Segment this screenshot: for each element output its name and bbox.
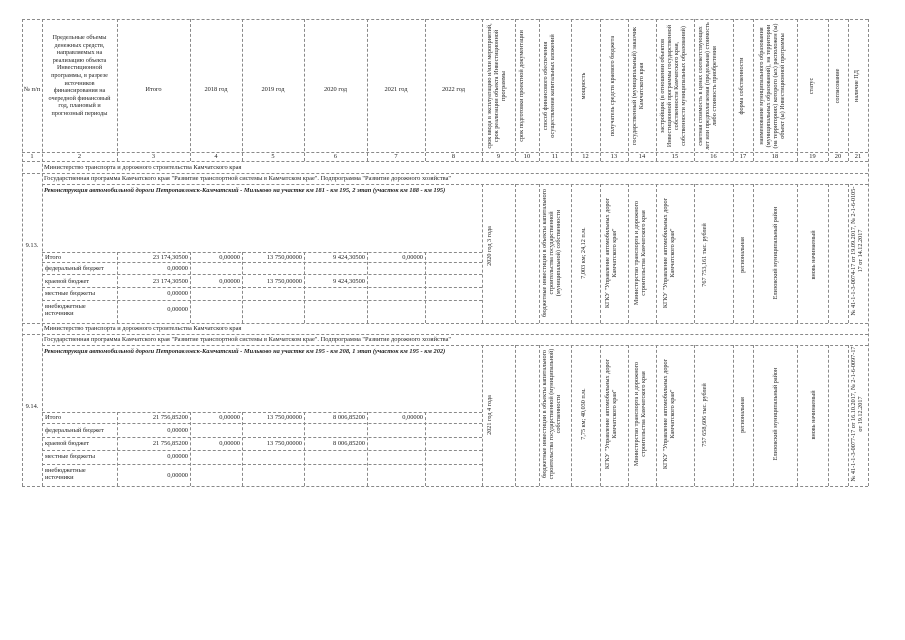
row-label: краевой бюджет — [45, 440, 90, 447]
row-2021: 0,00000 — [402, 414, 423, 421]
col-number: 2 — [77, 153, 82, 160]
col-number: 3 — [151, 153, 156, 160]
col-number: 10 — [523, 153, 531, 160]
status-cell: вновь начинаемый — [810, 390, 817, 440]
col-number: 17 — [739, 153, 747, 160]
header-col11: способ финансового обеспечения осуществления капитальных вложений — [542, 34, 556, 138]
row-2019: 13 750,00000 — [266, 254, 302, 261]
row-label: федеральный бюджет — [45, 265, 104, 272]
financing-cell: бюджетные инвестиции в объекты капитального строительства государственной (муниципальной) собственности — [541, 188, 562, 318]
col-number: 6 — [333, 153, 338, 160]
row-total: 0,00000 — [167, 453, 188, 460]
row-label: внебюджетные источники — [45, 467, 86, 482]
header-col18: наименование муниципального образования (муниципальных образований), на территории (на территориях) которого (ых) расположен (ы) объект (ы) Инвестиционной программы — [758, 23, 786, 149]
header-col8: 2022 год — [441, 86, 466, 93]
row-total: 0,00000 — [167, 290, 188, 297]
row-total: 0,00000 — [167, 306, 188, 313]
col-number: 8 — [451, 153, 456, 160]
header-col4: 2018 год — [204, 86, 228, 93]
col-number: 16 — [710, 153, 717, 160]
cost-cell: 757 658,606 тыс. рублей — [701, 383, 708, 447]
program-row: Государственная программа Камчатского края "Развитие транспортной системы в Камчатском крае". Подпрограмма "Развитие дорожного хозяйства" — [44, 336, 452, 343]
row-label: местные бюджеты — [45, 453, 96, 460]
col-number: 18 — [771, 153, 779, 160]
row-2019: 13 750,00000 — [266, 278, 302, 285]
header-col1: № п/п — [23, 86, 41, 93]
row-total: 0,00000 — [167, 427, 188, 434]
header-col12: мощность — [580, 72, 587, 100]
row-2018: 0,00000 — [219, 440, 240, 447]
col-number: 1 — [30, 153, 34, 160]
customer-cell: Министерство транспорта и дорожного строительства Камчатского края — [633, 361, 647, 467]
header-col19: статус — [808, 77, 815, 95]
row-label: федеральный бюджет — [45, 427, 104, 434]
row-2019: 13 750,00000 — [266, 440, 302, 447]
row-label: Итого — [45, 414, 62, 421]
ministry-row: Министерство транспорта и дорожного строительства Камчатского края — [44, 164, 242, 171]
row-2019: 13 750,00000 — [266, 414, 302, 421]
customer-cell: Министерство транспорта и дорожного строительства Камчатского края — [633, 200, 647, 306]
col-number: 12 — [582, 153, 589, 160]
header-col3: Итого — [145, 86, 162, 93]
row-total: 0,00000 — [167, 265, 188, 272]
term-cell: 2021 год 4 года — [486, 395, 493, 435]
row-2021: 0,00000 — [402, 254, 423, 261]
header-col16: сметная стоимость в ценах соответствующих лет или предполагаемая (предельная) стоимость либо стоимость приобретения — [697, 22, 718, 150]
col-number: 20 — [834, 153, 842, 160]
header-col21: наличие ПД — [853, 70, 860, 102]
col-number: 21 — [854, 153, 862, 160]
header-col10: срок подготовки проектной документации — [518, 30, 525, 142]
col-number: 11 — [551, 153, 559, 160]
row-2020: 9 424,30500 — [333, 254, 365, 261]
municipality-cell: Елизовский муниципальный район — [772, 206, 779, 300]
cost-cell: 767 753,161 тыс. рублей — [701, 223, 708, 287]
header-col14: государственный (муниципальный) заказчик Камчатского края — [631, 26, 645, 146]
pd-cell: № 41-1-1-3-0077-17 от 16.10.2017, № 2-1-6-0097-17 от 19.12.2017 — [850, 346, 864, 482]
row-2018: 0,00000 — [219, 254, 240, 261]
capacity-cell: 7,003 км; 24,12 п.м. — [580, 227, 587, 279]
col-number: 15 — [671, 153, 679, 160]
row-total: 21 756,85200 — [152, 440, 188, 447]
object-title: Реконструкция автомобильной дороги Петропавловск-Камчатский - Мильково на участке км 195 - км 208, 1 этап (участок км 195 - км 202) — [44, 348, 446, 355]
header-col13: получатель средств краевого бюджета — [609, 35, 616, 137]
status-cell: вновь начинаемый — [810, 230, 817, 280]
row-2020: 9 424,30500 — [333, 278, 365, 285]
col-number: 5 — [271, 153, 275, 160]
row-total: 0,00000 — [167, 472, 188, 479]
header-col20: согласование — [834, 68, 841, 104]
col-number: 14 — [638, 153, 646, 160]
developer-cell: КГКУ "Управление автомобильных дорог Камчатского края" — [662, 358, 676, 470]
header-col7: 2021 год — [384, 86, 408, 93]
row-2018: 0,00000 — [219, 414, 240, 421]
row-number: 9.14. — [25, 403, 39, 410]
row-number: 9.13. — [25, 242, 39, 249]
col-number: 7 — [394, 153, 398, 160]
row-2020: 8 006,85200 — [333, 414, 365, 421]
header-col15: застройщик (в отношении объектов Инвестиционной программы государственной собственности Камчатского края, собственности муниципальных образований) — [659, 24, 687, 148]
term-cell: 2020 год 3 года — [486, 226, 493, 266]
developer-cell: КГКУ "Управление автомобильных дорог Камчатского края" — [662, 197, 676, 309]
header-col6: 2020 год — [323, 86, 348, 93]
col-number: 13 — [610, 153, 618, 160]
ministry-row: Министерство транспорта и дорожного строительства Камчатского края — [44, 325, 242, 332]
row-total: 23 174,30500 — [152, 278, 188, 285]
col-number: 4 — [214, 153, 218, 160]
financing-cell: бюджетные инвестиции в объекты капитального строительства государственной (муниципальной) собственности — [541, 348, 562, 480]
row-2020: 8 006,85200 — [333, 440, 365, 447]
ownership-cell: региональная — [739, 397, 746, 433]
object-title: Реконструкция автомобильной дороги Петропавловск-Камчатский - Мильково на участке км 181 - км 195, 2 этап (участок км 188 - км 195) — [44, 187, 446, 194]
col-number: 9 — [496, 153, 501, 160]
row-label: местные бюджеты — [45, 290, 96, 297]
row-total: 21 756,85200 — [152, 414, 188, 421]
row-total: 23 174,30500 — [152, 254, 188, 261]
row-label: краевой бюджет — [45, 278, 90, 285]
header-col2: Предельные объемы денежных средств, направляемых на реализацию объекта Инвестиционной программы, в разрезе источников финансирования на очередной финансовый год, плановый и прогнозный периоды — [48, 34, 111, 117]
header-col5: 2019 год — [261, 86, 285, 93]
row-2018: 0,00000 — [219, 278, 240, 285]
row-label: Итого — [45, 254, 62, 261]
row-label: внебюджетные источники — [45, 303, 86, 318]
header-col9: срок ввода в эксплуатацию и/или мероприятий, срок реализации объекта Инвестиционной программы — [486, 23, 507, 149]
recipient-cell: КГКУ "Управление автомобильных дорог Камчатского края" — [604, 197, 618, 309]
pd-cell: № 41-1-1-3-0074-17 от 19.09.2017, № 2-1-6-0105-17 от 14.12.2017 — [850, 186, 864, 316]
ownership-cell: региональная — [739, 237, 746, 273]
capacity-cell: 7,75 км; 40,030 п.м. — [580, 388, 587, 440]
municipality-cell: Елизовский муниципальный район — [772, 367, 779, 461]
recipient-cell: КГКУ "Управление автомобильных дорог Камчатского края" — [604, 358, 618, 470]
col-number: 19 — [809, 153, 816, 160]
program-row: Государственная программа Камчатского края "Развитие транспортной системы в Камчатском крае". Подпрограмма "Развитие дорожного хозяйства" — [44, 175, 452, 182]
header-col17: форма собственности — [738, 57, 745, 115]
